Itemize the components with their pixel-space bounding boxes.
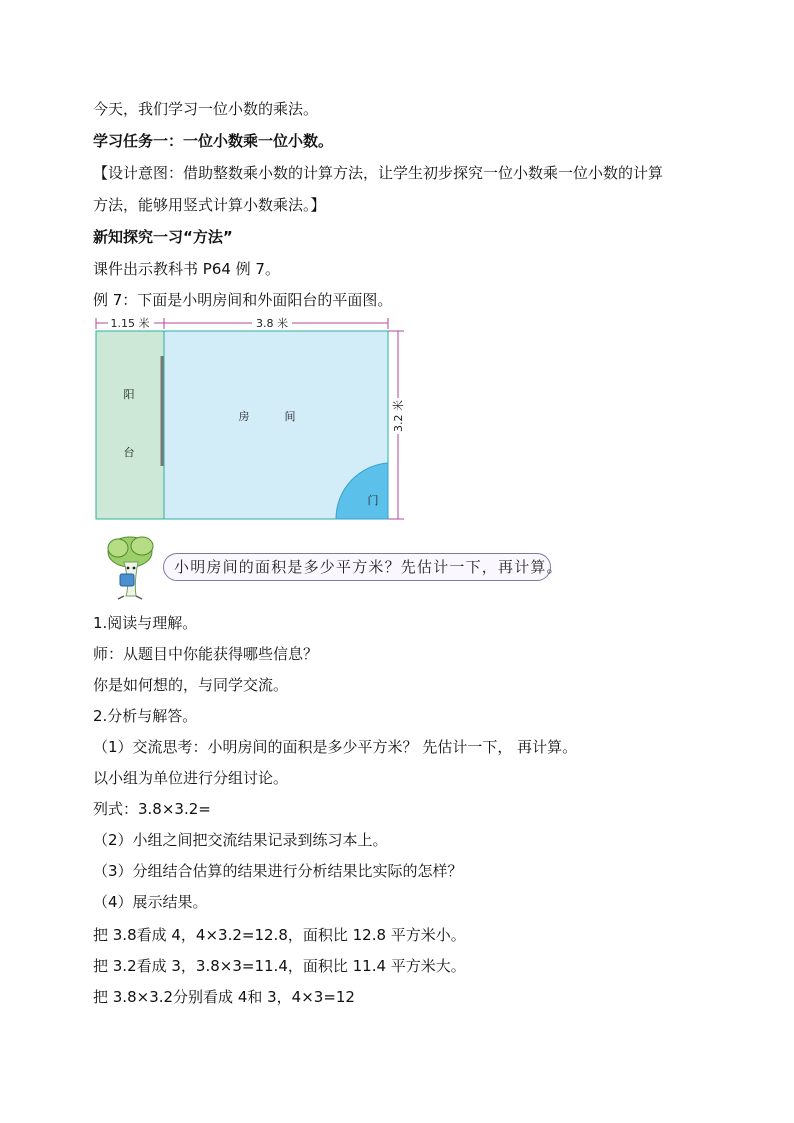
floor-plan-diagram: [94, 316, 414, 526]
balcony-label-1: 阳: [123, 388, 135, 401]
design-intent-line1: 【设计意图：借助整数乘小数的计算方法，让学生初步探究一位小数乘一位小数的计算: [93, 164, 664, 182]
text-intro: 今天，我们学习一位小数的乘法。: [93, 100, 319, 118]
speech-bubble-text: 小明房间的面积是多少平方米？先估计一下，再计算。: [174, 558, 563, 576]
step2-heading: 2.分析与解答。: [93, 707, 198, 725]
group-note: 以小组为单位进行分组讨论。: [93, 769, 289, 787]
courseware-note: 课件出示教科书 P64 例 7。: [93, 260, 280, 278]
door-label: 门: [367, 494, 379, 507]
formula: 列式：3.8×3.2=: [93, 800, 211, 818]
point-1: （1）交流思考：小明房间的面积是多少平方米？ 先估计一下， 再计算。: [93, 738, 578, 756]
room-height-label: 3.2 米: [392, 400, 405, 432]
design-intent-line2: 方法，能够用竖式计算小数乘法。】: [93, 196, 326, 214]
balcony-label-2: 台: [123, 446, 135, 459]
section-heading: 新知探究一习“方法”: [93, 228, 233, 246]
point-4: （4）展示结果。: [93, 893, 208, 911]
discussion-prompt: 你是如何想的，与同学交流。: [93, 676, 289, 694]
result-2: 把 3.2看成 3，3.8×3=11.4，面积比 11.4 平方米大。: [93, 957, 466, 975]
step1-heading: 1.阅读与理解。: [93, 614, 198, 632]
point-2: （2）小组之间把交流结果记录到练习本上。: [93, 831, 388, 849]
cabbage-mascot-illustration: [100, 534, 162, 600]
result-3: 把 3.8×3.2分别看成 4和 3，4×3=12: [93, 988, 355, 1006]
room-label-1: 房: [238, 410, 250, 423]
room-label-2: 间: [284, 410, 296, 423]
point-3: （3）分组结合估算的结果进行分析结果比实际的怎样？: [93, 862, 463, 880]
speech-bubble: [163, 553, 563, 581]
example-title: 例 7：下面是小明房间和外面阳台的平面图。: [93, 291, 393, 309]
balcony-width-label: 1.15 米: [110, 317, 150, 330]
task-heading: 学习任务一：一位小数乘一位小数。: [93, 132, 334, 150]
balcony-area: [96, 331, 164, 519]
teacher-question: 师：从题目中你能获得哪些信息？: [93, 645, 319, 663]
room-width-label: 3.8 米: [256, 317, 288, 330]
result-1: 把 3.8看成 4，4×3.2=12.8，面积比 12.8 平方米小。: [93, 926, 466, 944]
